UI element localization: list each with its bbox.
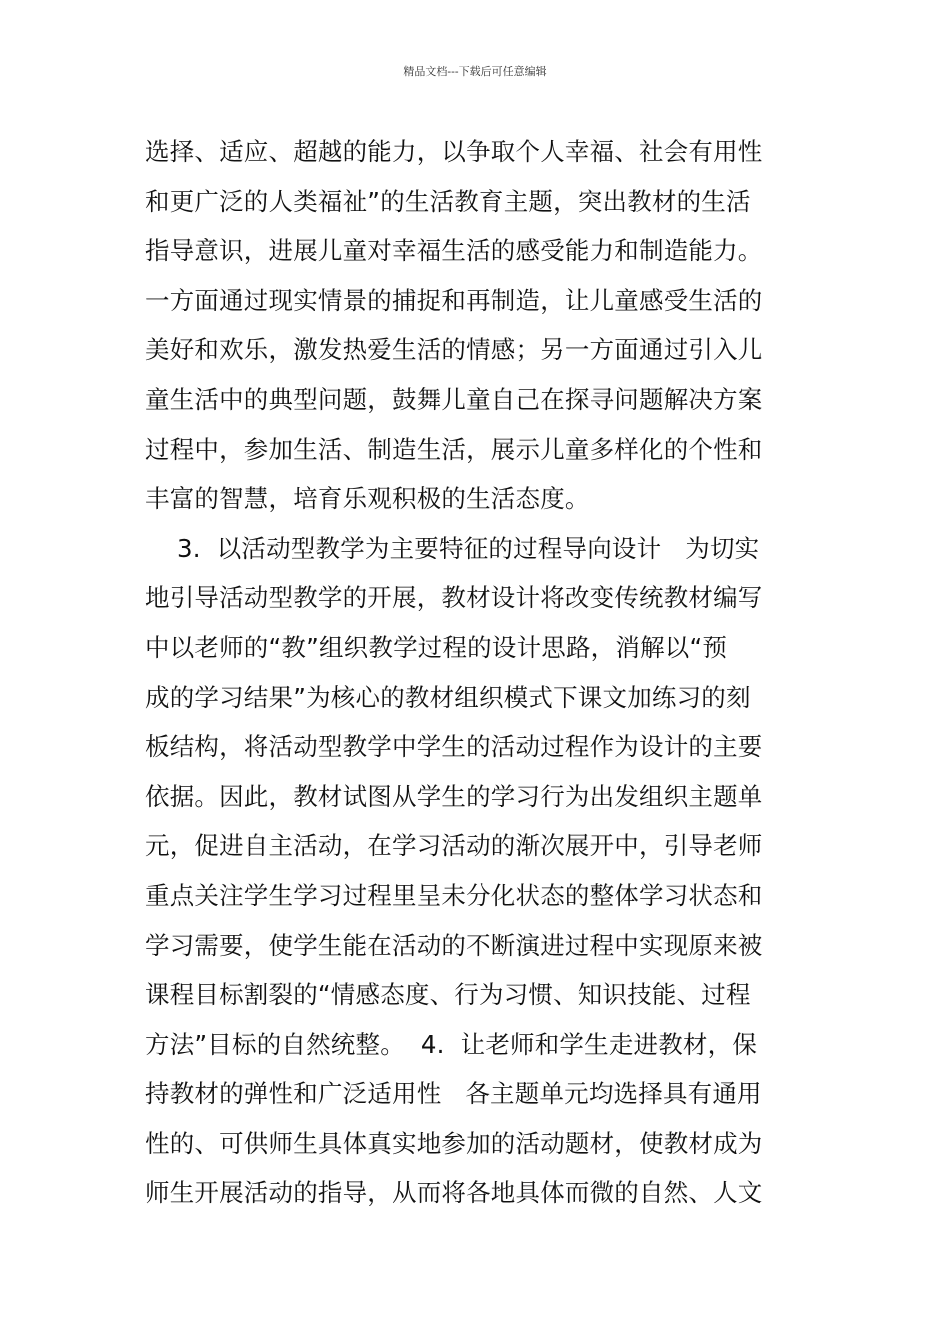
page-header: 精品文档---下载后可任意编辑 bbox=[403, 65, 547, 78]
text-line: 童生活中的典型问题，鼓舞儿童自己在探寻问题解决方案 bbox=[145, 384, 763, 414]
text-line: 学习需要，使学生能在活动的不断演进过程中实现原来被 bbox=[145, 930, 763, 960]
text-line: 持教材的弹性和广泛适用性 各主题单元均选择具有通用 bbox=[145, 1079, 762, 1109]
text-line: 元，促进自主活动，在学习活动的渐次展开中，引导老师 bbox=[145, 831, 763, 861]
text-line: 中以老师的“教”组织教学过程的设计思路，消解以“预 bbox=[145, 632, 728, 662]
text-line: 指导意识，进展儿童对幸福生活的感受能力和制造能力。 bbox=[145, 236, 763, 266]
text-line: 性的、可供师生具体真实地参加的活动题材，使教材成为 bbox=[145, 1128, 763, 1158]
document-body bbox=[145, 127, 817, 1218]
text-line: 3. 以活动型教学为主要特征的过程导向设计 为切实 bbox=[145, 533, 760, 563]
text-line: 过程中，参加生活、制造生活，展示儿童多样化的个性和 bbox=[145, 434, 763, 464]
text-line: 师生开展活动的指导，从而将各地具体而微的自然、人文 bbox=[145, 1178, 763, 1208]
text-line: 地引导活动型教学的开展，教材设计将改变传统教材编写 bbox=[145, 583, 763, 613]
text-line: 丰富的智慧，培育乐观积极的生活态度。 bbox=[145, 484, 590, 514]
text-line: 和更广泛的人类福祉”的生活教育主题，突出教材的生活 bbox=[145, 186, 751, 216]
text-line: 方法”目标的自然统整。 4. 让老师和学生走进教材，保 bbox=[145, 1029, 758, 1059]
text-line: 板结构，将活动型教学中学生的活动过程作为设计的主要 bbox=[145, 732, 763, 762]
text-line: 选择、适应、超越的能力，以争取个人幸福、社会有用性 bbox=[145, 137, 763, 166]
text-line: 一方面通过现实情景的捕捉和再制造，让儿童感受生活的 bbox=[145, 285, 763, 315]
text-line: 重点关注学生学习过程里呈未分化状态的整体学习状态和 bbox=[145, 880, 763, 910]
text-line: 美好和欢乐，激发热爱生活的情感；另一方面通过引入儿 bbox=[145, 335, 763, 365]
text-line: 成的学习结果”为核心的教材组织模式下课文加练习的刻 bbox=[145, 682, 751, 712]
text-line: 依据。因此，教材试图从学生的学习行为出发组织主题单 bbox=[145, 781, 763, 811]
text-line: 课程目标割裂的“情感态度、行为习惯、知识技能、过程 bbox=[145, 980, 751, 1010]
